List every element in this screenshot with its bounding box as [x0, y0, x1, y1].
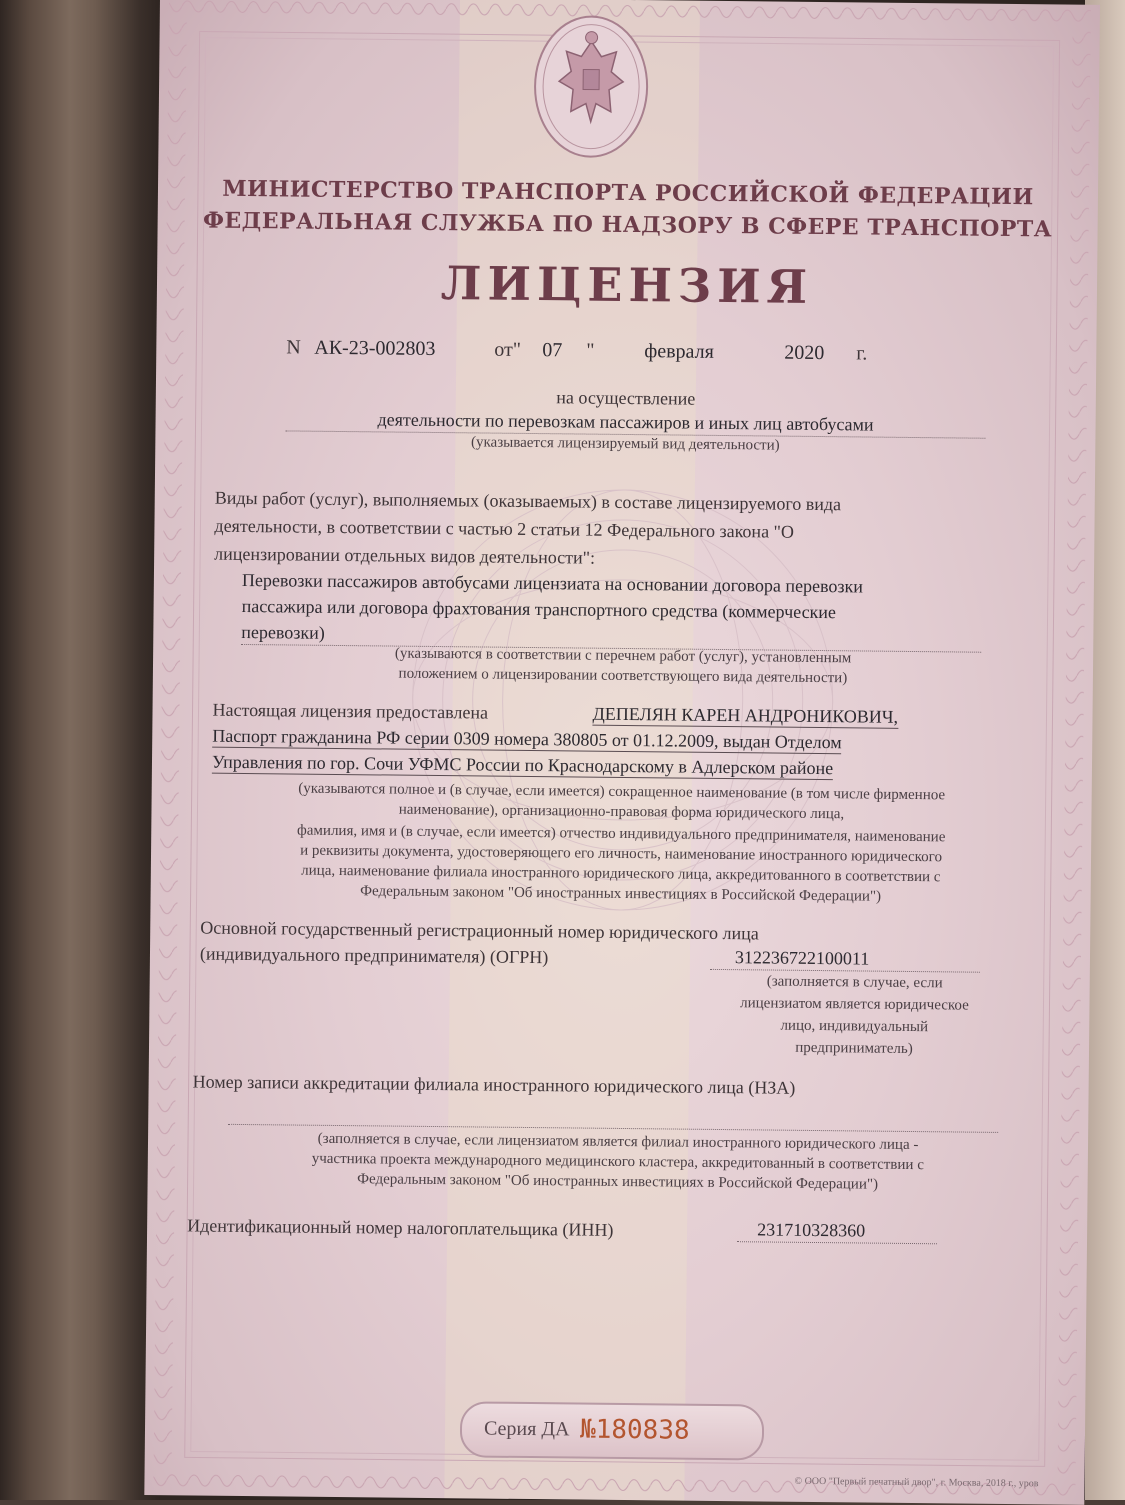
works-value-2: пассажира или договора фрахтования транспортного средства (коммерческие — [241, 595, 837, 623]
nza-hint-3: Федеральным законом "Об иностранных инвестициях в Российской Федерации") — [357, 1171, 879, 1193]
printer-credit: © ООО "Первый печатный двор", г. Москва, 2018 г., уров — [794, 1475, 1039, 1490]
ogrn-hint-4: предприниматель) — [795, 1039, 913, 1058]
coat-of-arms-icon — [530, 11, 652, 162]
activity-intro: на осуществление — [556, 387, 696, 409]
licensee-hint-5: лица, наименование филиала иностранного юридического лица, аккредитованного в соответствии с — [301, 862, 941, 886]
date-quote: " — [586, 339, 595, 362]
licensee-hint-3: фамилия, имя и (в случае, если имеется) отчество индивидуального предпринимателя, наименование — [297, 822, 946, 846]
service-heading: ФЕДЕРАЛЬНАЯ СЛУЖБА ПО НАДЗОРУ В СФЕРЕ ТРАНСПОРТА — [202, 207, 1053, 243]
ogrn-hint-1: (заполняется в случае, если — [766, 973, 943, 992]
works-line-1: Виды работ (услуг), выполняемых (оказываемых) в составе лицензируемого вида — [214, 487, 842, 515]
date-year: 2020 — [784, 341, 825, 365]
date-year-suffix: г. — [856, 342, 868, 365]
series-box — [460, 1401, 765, 1460]
licensee-hint-1: (указываются полное и (в случае, если имеется) сокращенное наименование (в том числе фирменное — [298, 780, 946, 804]
ogrn-label-1: Основной государственный регистрационный номер юридического лица — [200, 917, 759, 944]
nza-hint-1: (заполняется в случае, если лицензиатом является филиал иностранного юридического лица - — [317, 1130, 919, 1154]
inn-value: 231710328360 — [757, 1219, 866, 1241]
works-value-1: Перевозки пассажиров автобусами лицензиата на основании договора перевозки — [241, 569, 864, 597]
ogrn-label-2: (индивидуального предпринимателя) (ОГРН) — [199, 943, 549, 968]
series-number: №180838 — [579, 1414, 690, 1446]
works-value-3: перевозки) — [241, 621, 325, 643]
inn-label: Идентификационный номер налогоплательщика (ИНН) — [187, 1215, 614, 1240]
ogrn-value: 312236722100011 — [734, 947, 870, 969]
licensee-passport: Паспорт гражданина РФ серии 0309 номера 380805 от 01.12.2009, выдан Отделом — [212, 725, 842, 753]
licensee-issuer: Управления по гор. Сочи УФМС России по Краснодарскому в Адлерском районе — [211, 751, 834, 779]
nza-hint-2: участника проекта международного медицинского кластера, аккредитованный в соответствии с — [311, 1150, 924, 1174]
ogrn-hint-3: лицо, индивидуальный — [780, 1017, 929, 1036]
licensee-label: Настоящая лицензия предоставлена — [212, 699, 489, 723]
licensee-name: ДЕПЕЛЯН КАРЕН АНДРОНИКОВИЧ, — [592, 703, 899, 727]
series-label: Серия ДА — [483, 1417, 570, 1441]
date-month: февраля — [644, 340, 714, 363]
license-document — [144, 0, 1100, 1505]
works-line-3: лицензировании отдельных видов деятельности": — [214, 543, 596, 568]
date-from-label: от" — [494, 338, 522, 361]
works-hint-2: положением о лицензировании соответствующего вида деятельности) — [398, 665, 848, 687]
date-day: 07 — [542, 339, 563, 362]
activity-hint: (указывается лицензируемый вид деятельности) — [470, 434, 780, 454]
license-number: АК-23-002803 — [314, 336, 436, 360]
ministry-heading: МИНИСТЕРСТВО ТРАНСПОРТА РОССИЙСКОЙ ФЕДЕРАЦИИ — [222, 175, 1034, 211]
licensee-hint-4: и реквизиты документа, удостоверяющего его личность, наименование иностранного юридического — [300, 842, 943, 866]
licensee-hint-6: Федеральным законом "Об иностранных инвестициях в Российской Федерации") — [360, 883, 882, 905]
works-line-2: деятельности, в соответствии с частью 2 статьи 12 Федерального закона "О — [214, 515, 795, 542]
number-label: N — [286, 336, 301, 359]
activity-text: деятельности по перевозкам пассажиров и иных лиц автобусами — [377, 409, 874, 435]
nza-label: Номер записи аккредитации филиала иностранного юридического лица (НЗА) — [192, 1071, 796, 1098]
works-hint-1: (указываются в соответствии с перечнем работ (услуг), установленным — [394, 645, 852, 667]
document-title: ЛИЦЕНЗИЯ — [440, 256, 814, 314]
ogrn-hint-2: лицензиатом является юридическое — [740, 995, 969, 1014]
licensee-hint-2: наименование), организационно-правовая форма юридического лица, — [398, 801, 845, 823]
